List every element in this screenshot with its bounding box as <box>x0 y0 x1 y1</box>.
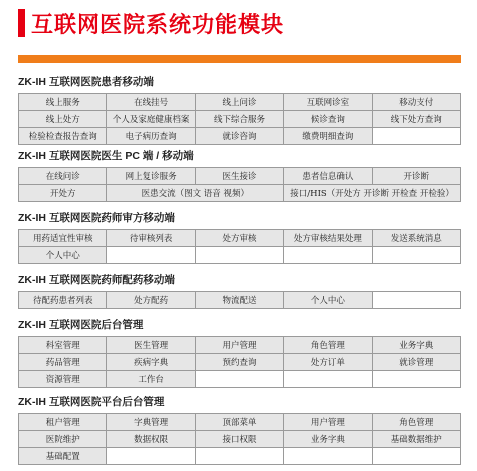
section-title: ZK-IH 互联网医院药师配药移动端 <box>18 274 175 286</box>
title-divider <box>18 55 461 63</box>
module-cell: 线上服务 <box>19 94 107 111</box>
grid-row <box>19 247 461 264</box>
module-cell: 科室管理 <box>19 337 107 354</box>
empty-cell <box>372 371 460 388</box>
module-cell: 医生管理 <box>107 337 195 354</box>
module-cell: 业务字典 <box>372 337 460 354</box>
section-pharmacist-dispense <box>18 274 461 309</box>
section-title: ZK-IH 互联网医院平台后台管理 <box>18 396 165 408</box>
module-cell: 用户管理 <box>284 414 372 431</box>
empty-cell <box>372 247 460 264</box>
module-cell: 租户管理 <box>19 414 107 431</box>
grid-row <box>19 448 461 465</box>
module-cell: 线上处方 <box>19 111 107 128</box>
module-cell: 物流配送 <box>195 292 283 309</box>
grid-row <box>19 128 461 145</box>
section-title: ZK-IH 互联网医院后台管理 <box>18 319 144 331</box>
module-cell: 业务字典 <box>284 431 372 448</box>
empty-cell <box>372 448 460 465</box>
title-accent-bar <box>18 9 25 37</box>
empty-cell <box>372 292 460 309</box>
module-cell: 网上复诊服务 <box>107 168 195 185</box>
module-cell: 在线挂号 <box>107 94 195 111</box>
grid-row <box>19 168 461 185</box>
module-cell: 个人中心 <box>284 292 372 309</box>
module-cell: 药品管理 <box>19 354 107 371</box>
module-cell: 字典管理 <box>107 414 195 431</box>
grid-row <box>19 292 461 309</box>
empty-cell <box>284 448 372 465</box>
grid-row <box>19 230 461 247</box>
module-cell: 处方审核结果处理 <box>284 230 372 247</box>
module-cell: 顶部菜单 <box>195 414 283 431</box>
module-cell: 电子病历查询 <box>107 128 195 145</box>
grid-row <box>19 111 461 128</box>
section-title: ZK-IH 互联网医院医生 PC 端 / 移动端 <box>18 150 194 162</box>
module-cell: 疾病字典 <box>107 354 195 371</box>
grid-row <box>19 337 461 354</box>
module-cell: 医院维护 <box>19 431 107 448</box>
section-hospital-admin <box>18 319 461 388</box>
module-cell: 线下综合服务 <box>195 111 283 128</box>
module-cell: 工作台 <box>107 371 195 388</box>
grid-row <box>19 94 461 111</box>
module-cell: 就诊咨询 <box>195 128 283 145</box>
module-cell: 用户管理 <box>195 337 283 354</box>
module-cell: 基础配置 <box>19 448 107 465</box>
section-patient-mobile <box>18 76 461 145</box>
section-doctor <box>18 150 461 202</box>
module-cell: 基础数据维护 <box>372 431 460 448</box>
section-platform-admin <box>18 396 461 465</box>
module-cell: 待配药患者列表 <box>19 292 107 309</box>
module-cell: 开诊断 <box>372 168 460 185</box>
module-cell: 接口权限 <box>195 431 283 448</box>
grid-row <box>19 354 461 371</box>
module-cell: 待审核列表 <box>107 230 195 247</box>
grid-row <box>19 371 461 388</box>
page-title: 互联网医院系统功能模块 <box>31 11 285 37</box>
empty-cell <box>107 448 195 465</box>
module-cell: 用药适宜性审核 <box>19 230 107 247</box>
module-cell: 角色管理 <box>372 414 460 431</box>
empty-cell <box>284 247 372 264</box>
page-header <box>18 8 284 38</box>
module-cell: 就诊管理 <box>372 354 460 371</box>
module-grid <box>18 413 461 465</box>
module-cell: 预约查询 <box>195 354 283 371</box>
empty-cell <box>107 247 195 264</box>
section-pharmacist-review <box>18 212 461 264</box>
module-cell: 线下处方查询 <box>372 111 460 128</box>
empty-cell <box>195 448 283 465</box>
module-cell: 处方订单 <box>284 354 372 371</box>
module-cell: 个人中心 <box>19 247 107 264</box>
grid-row <box>19 185 461 202</box>
module-cell: 个人及家庭健康档案 <box>107 111 195 128</box>
module-cell: 在线问诊 <box>19 168 107 185</box>
empty-cell <box>195 247 283 264</box>
module-cell: 医患交流（图文 语音 视频） <box>107 185 284 202</box>
module-cell: 开处方 <box>19 185 107 202</box>
module-grid <box>18 336 461 388</box>
empty-cell <box>372 128 460 145</box>
empty-cell <box>195 371 283 388</box>
module-cell: 数据权限 <box>107 431 195 448</box>
empty-cell <box>284 371 372 388</box>
module-grid <box>18 93 461 145</box>
section-title: ZK-IH 互联网医院患者移动端 <box>18 76 154 88</box>
module-cell: 资源管理 <box>19 371 107 388</box>
module-cell: 候诊查询 <box>284 111 372 128</box>
module-cell: 患者信息确认 <box>284 168 372 185</box>
module-grid <box>18 291 461 309</box>
module-grid <box>18 167 461 202</box>
module-cell: 线上问诊 <box>195 94 283 111</box>
module-cell: 处方审核 <box>195 230 283 247</box>
module-cell: 接口/HIS（开处方 开诊断 开检查 开检验） <box>284 185 461 202</box>
module-cell: 缴费明细查询 <box>284 128 372 145</box>
grid-row <box>19 431 461 448</box>
grid-row <box>19 414 461 431</box>
module-cell: 处方配药 <box>107 292 195 309</box>
module-cell: 角色管理 <box>284 337 372 354</box>
module-cell: 互联网诊室 <box>284 94 372 111</box>
module-cell: 医生接诊 <box>195 168 283 185</box>
module-cell: 移动支付 <box>372 94 460 111</box>
section-title: ZK-IH 互联网医院药师审方移动端 <box>18 212 175 224</box>
module-grid <box>18 229 461 264</box>
module-cell: 检验检查报告查询 <box>19 128 107 145</box>
module-cell: 发送系统消息 <box>372 230 460 247</box>
